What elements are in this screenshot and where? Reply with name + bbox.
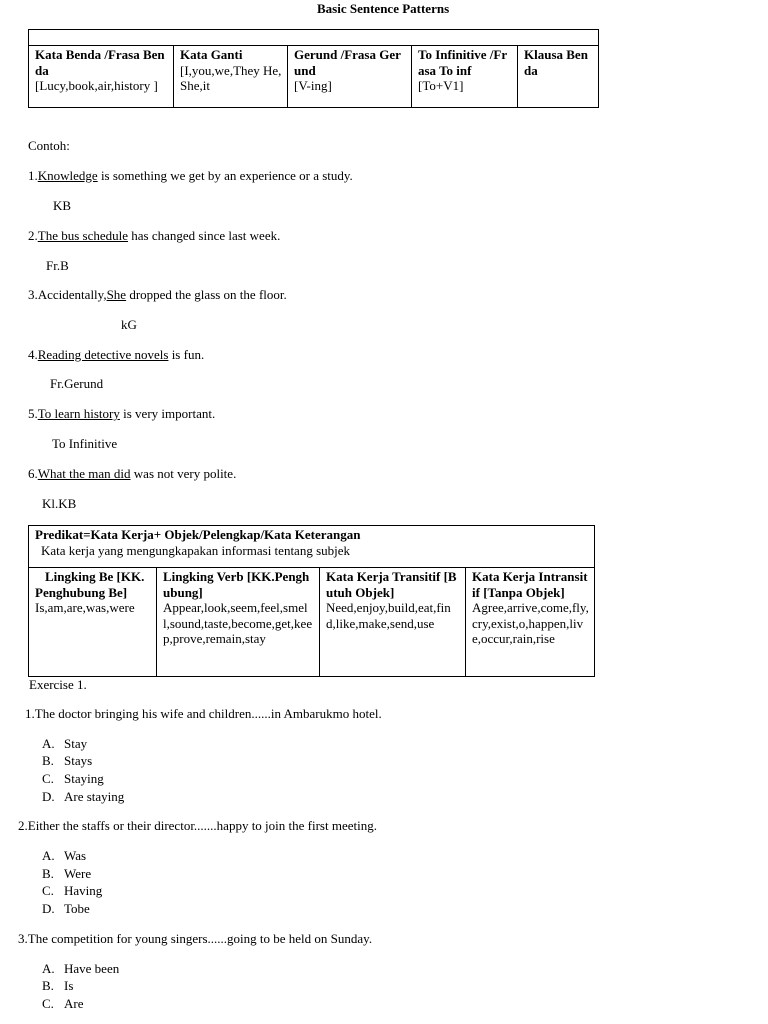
option-text: Have been — [64, 961, 120, 976]
option-text: Are staying — [64, 789, 125, 804]
option-text: Staying — [64, 771, 104, 786]
example-tag: To Infinitive — [52, 436, 118, 451]
example-tag: kG — [121, 317, 137, 332]
cell-text: Appear,look,seem,feel,smell,sound,taste,become,get,keep,prove,remain,stay — [163, 600, 313, 646]
example-sentence — [28, 406, 215, 421]
answer-option — [42, 961, 119, 976]
example-sentence — [28, 287, 287, 302]
table-cell — [466, 568, 595, 677]
answer-option — [42, 771, 104, 786]
example-sentence — [28, 347, 204, 362]
option-letter: C. — [42, 996, 54, 1011]
example-tag: KB — [53, 198, 72, 213]
example-subject: What the man did — [37, 466, 131, 481]
example-tag: Fr.Gerund — [50, 376, 104, 391]
cell-text: [Lucy,book,air,history ] — [35, 78, 158, 93]
example-sentence — [28, 168, 353, 183]
table-cell — [320, 568, 466, 677]
example-sentence — [28, 228, 280, 243]
cell-heading: Kata Benda /Frasa Benda — [35, 47, 165, 78]
cell-text: [To+V1] — [418, 78, 464, 93]
option-text: Was — [64, 848, 87, 863]
cell-text: Is,am,are,was,were — [35, 600, 135, 615]
cell-heading: Klausa Benda — [524, 47, 588, 78]
cell-heading: Kata Kerja Transitif [Butuh Objek] — [326, 569, 457, 600]
option-letter: C. — [42, 883, 54, 898]
cell-heading: To Infinitive /Frasa To inf — [418, 47, 508, 78]
example-rest: has changed since last week. — [128, 228, 281, 243]
example-rest: is fun. — [168, 347, 205, 362]
option-letter: A. — [42, 736, 55, 751]
cell-heading: Kata Kerja Intransitif [Tanpa Objek] — [472, 569, 588, 600]
example-number: 6. — [28, 466, 38, 481]
option-text: Having — [64, 883, 103, 898]
example-rest: is something we get by an experience or a study. — [97, 168, 353, 183]
cell-heading: Gerund /Frasa Gerund — [294, 47, 401, 78]
answer-option — [42, 883, 102, 898]
answer-option — [42, 901, 90, 916]
answer-option — [42, 978, 73, 993]
option-letter: A. — [42, 848, 55, 863]
example-number: 5. — [28, 406, 38, 421]
example-sentence — [28, 466, 236, 481]
answer-option — [42, 789, 124, 804]
example-number: 2. — [28, 228, 38, 243]
table-cell — [288, 46, 412, 108]
predicate-subheading: Kata kerja yang mengungkapakan informasi tentang subjek — [41, 542, 351, 558]
option-letter: C. — [42, 771, 54, 786]
example-subject: The bus schedule — [37, 228, 129, 243]
example-rest: is very important. — [119, 406, 216, 421]
noun-types-table — [28, 29, 599, 108]
option-text: Were — [64, 866, 92, 881]
option-text: Stays — [64, 753, 93, 768]
answer-option — [42, 866, 91, 881]
table-empty-row — [29, 30, 599, 46]
option-text: Tobe — [64, 901, 90, 916]
answer-option — [42, 996, 84, 1011]
table-cell — [29, 46, 174, 108]
answer-option — [42, 753, 92, 768]
example-tag: Fr.B — [46, 258, 69, 273]
option-text: Are — [64, 996, 84, 1011]
table-cell — [174, 46, 288, 108]
table-cell — [412, 46, 518, 108]
table-cell — [157, 568, 320, 677]
example-rest: was not very polite. — [130, 466, 237, 481]
contoh-label: Contoh: — [28, 138, 70, 153]
cell-text: Need,enjoy,build,eat,find,like,make,send,use — [326, 600, 451, 631]
question-text: 1.The doctor bringing his wife and children......in Ambarukmo hotel. — [25, 706, 382, 721]
example-subject: Reading detective novels — [37, 347, 169, 362]
answer-option — [42, 848, 86, 863]
option-text: Stay — [64, 736, 88, 751]
predicate-heading: Predikat=Kata Kerja+ Objek/Pelengkap/Kata Keterangan — [35, 527, 361, 542]
example-number: 3.Accidentally, — [28, 287, 107, 302]
cell-text: [V-ing] — [294, 78, 332, 93]
table-heading-cell — [29, 526, 595, 568]
cell-text: [I,you,we,They He,She,it — [180, 62, 282, 93]
question-text: 2.Either the staffs or their director.......happy to join the first meeting. — [18, 818, 377, 833]
option-text: Is — [64, 978, 74, 993]
example-subject: To learn history — [37, 406, 120, 421]
example-tag: Kl.KB — [42, 496, 77, 511]
example-subject: She — [106, 287, 127, 302]
answer-option — [42, 736, 87, 751]
predicate-table — [28, 525, 595, 677]
option-letter: B. — [42, 753, 54, 768]
example-number: 4. — [28, 347, 38, 362]
cell-heading: Kata Ganti — [180, 47, 243, 62]
table-cell — [29, 568, 157, 677]
page-title: Basic Sentence Patterns — [317, 1, 450, 16]
question-text: 3.The competition for young singers......going to be held on Sunday. — [18, 931, 373, 946]
example-subject: Knowledge — [37, 168, 98, 183]
option-letter: D. — [42, 789, 55, 804]
option-letter: A. — [42, 961, 55, 976]
option-letter: D. — [42, 901, 55, 916]
cell-text: Agree,arrive,come,fly,cry,exist,o,happen,live,occur,rain,rise — [472, 600, 589, 646]
cell-heading: Lingking Verb [KK.Penghubung] — [163, 569, 310, 600]
example-rest: dropped the glass on the floor. — [126, 287, 287, 302]
option-letter: B. — [42, 866, 54, 881]
table-cell — [518, 46, 599, 108]
exercise-label: Exercise 1. — [29, 677, 87, 692]
example-number: 1. — [28, 168, 38, 183]
cell-heading: Lingking Be [KK.Penghubung Be] — [35, 569, 145, 600]
option-letter: B. — [42, 978, 54, 993]
